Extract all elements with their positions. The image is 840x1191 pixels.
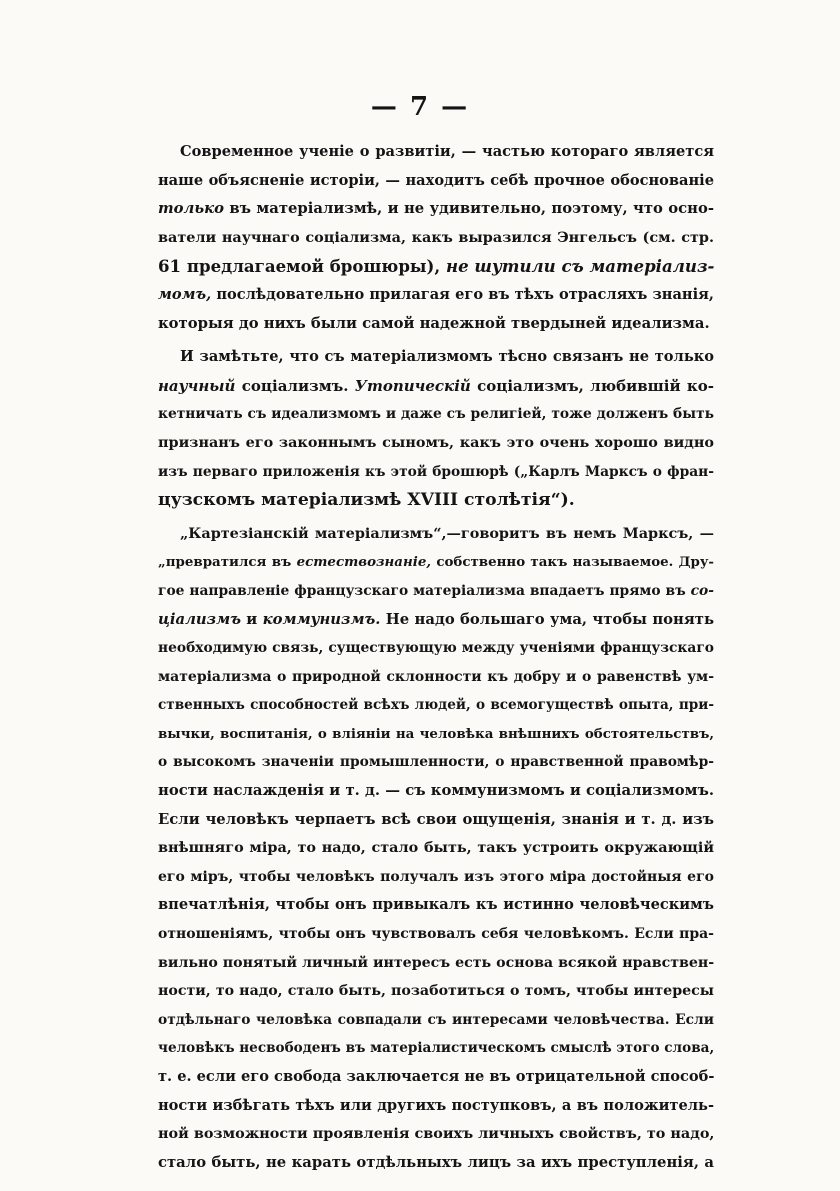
text-line xyxy=(158,834,714,863)
text-segment: Если человѣкъ черпаетъ всѣ свои ощущенiя, знанiя и т. д. изъ xyxy=(158,810,714,828)
text-segment: и xyxy=(240,610,263,628)
text-line xyxy=(158,606,714,635)
text-line xyxy=(158,372,714,401)
text-line xyxy=(158,663,714,692)
text-segment: вычки, воспитанiя, о влiянiи на человѣка внѣшнихъ обстоятельствъ, xyxy=(158,725,714,742)
text-line xyxy=(158,548,714,577)
text-segment: т. е. если его свобода заключается не въ отрицательной способ- xyxy=(158,1068,715,1085)
text-line xyxy=(158,1120,714,1149)
text-segment: соцiализмъ. xyxy=(235,376,355,395)
text-line xyxy=(158,1006,714,1035)
text-segment: стало быть, не карать отдѣльныхъ лицъ за ихъ преступленiя, а xyxy=(158,1153,714,1171)
text-line xyxy=(158,520,714,549)
text-line xyxy=(158,252,714,281)
text-line xyxy=(158,920,714,949)
text-line xyxy=(158,281,714,310)
text-line xyxy=(158,224,714,253)
italic-text: не шутили съ матерiализ- xyxy=(445,256,715,277)
italic-text: только xyxy=(158,200,225,218)
italic-text: Утопическiй xyxy=(354,376,471,395)
text-segment: Современное ученiе о развитiи, — частью котораго является xyxy=(180,143,714,160)
text-segment: 61 предлагаемой брошюры), xyxy=(158,256,446,277)
text-segment: о высокомъ значенiи промышленности, о нравственной правомѣр- xyxy=(158,754,714,771)
text-line xyxy=(158,310,714,339)
page-number: — 7 — xyxy=(370,92,470,122)
text-segment: его мiръ, чтобы человѣкъ получалъ изъ этого мiра достойныя его xyxy=(158,868,714,885)
text-line xyxy=(158,400,714,429)
text-line xyxy=(158,634,714,663)
text-segment: матерiализма о природной склонности къ добру и о равенствѣ ум- xyxy=(158,668,714,685)
text-line xyxy=(158,691,714,720)
text-line xyxy=(158,949,714,978)
text-line xyxy=(158,1149,714,1178)
text-segment: отдѣльнаго человѣка совпадали съ интересами человѣчества. Если xyxy=(158,1011,714,1028)
text-segment: И замѣтьте, что съ матерiализмомъ тѣсно связанъ не только xyxy=(180,348,714,366)
text-line xyxy=(158,1034,714,1063)
italic-text: коммунизмъ. xyxy=(262,610,381,628)
text-segment: необходимую связь, существующую между ученiями французскаго xyxy=(158,640,714,657)
text-line xyxy=(158,1063,714,1092)
text-line xyxy=(158,167,714,196)
text-line xyxy=(158,891,714,920)
text-segment: впечатлѣнiя, чтобы онъ привыкалъ къ истинно человѣческимъ xyxy=(158,896,714,914)
italic-text: цiализмъ xyxy=(158,610,241,628)
text-segment: ной возможности проявленiя своихъ личныхъ свойствъ, то надо, xyxy=(158,1125,715,1143)
text-segment: изъ перваго приложенiя къ этой брошюрѣ („Карлъ Марксъ о фран- xyxy=(158,463,714,480)
text-line xyxy=(158,720,714,749)
text-segment: наше объясненiе исторiи, — находитъ себѣ прочное обоснованiе xyxy=(158,171,714,189)
italic-text: научный xyxy=(158,376,236,395)
text-segment: „Картезiанскiй матерiализмъ“,—говоритъ въ немъ Марксъ, — xyxy=(180,524,714,542)
text-segment: кетничать съ идеализмомъ и даже съ религiей, тоже долженъ быть xyxy=(158,406,714,423)
text-segment: послѣдовательно прилагая его въ тѣхъ отрасляхъ знанiя, xyxy=(211,285,714,303)
text-segment: „превратился въ xyxy=(158,554,297,571)
text-segment: ватели научнаго соцiализма, какъ выразился Энгельсъ (см. стр. xyxy=(158,228,714,246)
text-line xyxy=(158,138,714,167)
text-segment: отношенiямъ, чтобы онъ чувствовалъ себя человѣкомъ. Если пра- xyxy=(158,926,714,943)
text-segment: вильно понятый личный интересъ есть основа всякой нравствен- xyxy=(158,954,715,971)
text-segment: ности наслажденiя и т. д. — съ коммунизмомъ и соцiализмомъ. xyxy=(158,782,714,800)
text-line xyxy=(158,806,714,835)
text-segment: ности, то надо, стало быть, позаботиться о томъ, чтобы интересы xyxy=(158,983,714,1000)
text-line xyxy=(158,977,714,1006)
text-line xyxy=(158,195,714,224)
text-line xyxy=(158,863,714,892)
text-line xyxy=(158,1092,714,1121)
text-segment: соцiализмъ, любившiй ко- xyxy=(470,376,714,395)
text-line xyxy=(158,577,714,606)
text-line xyxy=(158,343,714,372)
text-line xyxy=(158,748,714,777)
text-segment: человѣкъ несвободенъ въ матерiалистическомъ смыслѣ этого слова, xyxy=(158,1040,715,1057)
text-segment: внѣшняго мiра, то надо, стало быть, такъ устроить окружающiй xyxy=(158,839,714,857)
text-segment: ности избѣгать тѣхъ или другихъ поступковъ, а въ положитель- xyxy=(158,1096,714,1114)
text-line xyxy=(158,486,714,515)
text-segment: гое направленiе французскаго матерiализма впадаетъ прямо въ xyxy=(158,582,691,599)
text-segment: цузскомъ матерiализмѣ XVIII столѣтiя“). xyxy=(158,490,575,511)
text-line xyxy=(158,777,714,806)
text-line xyxy=(158,458,714,487)
text-segment: ственныхъ способностей всѣхъ людей, о всемогуществѣ опыта, при- xyxy=(158,697,714,714)
text-segment: которыя до нихъ были самой надежной твердыней идеализма. xyxy=(158,314,710,332)
text-segment: Не надо большаго ума, чтобы понять xyxy=(380,610,715,628)
text-segment: въ матерiализмѣ, и не удивительно, поэтому, что осно- xyxy=(224,200,714,218)
italic-text: момъ, xyxy=(158,285,212,303)
text-segment: собственно такъ называемое. Дру- xyxy=(431,554,714,571)
italic-text: естествознанiе, xyxy=(296,554,432,571)
text-segment: признанъ его законнымъ сыномъ, какъ это очень хорошо видно xyxy=(158,433,714,451)
text-line xyxy=(158,429,714,458)
italic-text: со- xyxy=(690,582,714,599)
body-text xyxy=(158,138,714,1177)
